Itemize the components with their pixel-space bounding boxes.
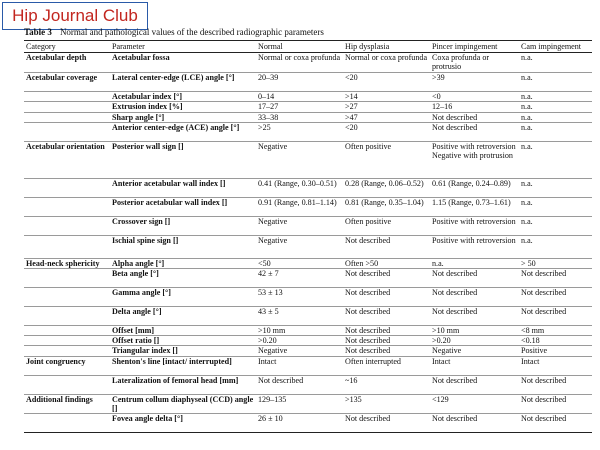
cell-pincer-impingement: Positive with retroversion [430,235,519,258]
cell-normal: 53 ± 13 [256,288,343,307]
cell-hip-dysplasia: Not described [343,414,430,433]
cell-cam-impingement: n.a. [519,178,592,197]
cell-category [24,346,110,356]
cell-parameter: Fovea angle delta [°] [110,414,256,433]
header-parameter: Parameter [110,41,256,53]
cell-hip-dysplasia: Often positive [343,216,430,235]
cell-hip-dysplasia: <20 [343,122,430,141]
table-row [24,336,592,346]
cell-cam-impingement: Intact [519,356,592,375]
cell-category [24,178,110,197]
cell-cam-impingement: <8 mm [519,326,592,336]
cell-category: Acetabular depth [24,53,110,73]
table-row [24,197,592,216]
cell-parameter: Offset [mm] [110,326,256,336]
cell-normal: >25 [256,122,343,141]
cell-normal: Negative [256,216,343,235]
cell-hip-dysplasia: Often interrupted [343,356,430,375]
radiographic-parameters-table [24,40,592,433]
cell-category: Acetabular orientation [24,141,110,178]
journal-club-banner [2,2,148,30]
cell-parameter: Ischial spine sign [] [110,235,256,258]
cell-parameter: Posterior acetabular wall index [] [110,197,256,216]
cell-normal: Intact [256,356,343,375]
table-row [24,53,592,73]
cell-cam-impingement: Not described [519,414,592,433]
table-row [24,178,592,197]
cell-cam-impingement: Not described [519,288,592,307]
table-row [24,73,592,92]
cell-hip-dysplasia: Normal or coxa profunda [343,53,430,73]
cell-hip-dysplasia: Not described [343,235,430,258]
cell-cam-impingement: n.a. [519,73,592,92]
cell-pincer-impingement: <129 [430,394,519,413]
cell-parameter: Extrusion index [%] [110,102,256,112]
cell-hip-dysplasia: >47 [343,112,430,122]
cell-category: Joint congruency [24,356,110,375]
cell-parameter: Lateralization of femoral head [mm] [110,375,256,394]
cell-pincer-impingement: Negative [430,346,519,356]
cell-category [24,235,110,258]
cell-pincer-impingement: 0.61 (Range, 0.24–0.89) [430,178,519,197]
cell-hip-dysplasia: ~16 [343,375,430,394]
header-pincer-impingement: Pincer impingement [430,41,519,53]
cell-hip-dysplasia: Not described [343,326,430,336]
cell-parameter: Gamma angle [°] [110,288,256,307]
cell-category [24,197,110,216]
cell-parameter: Acetabular index [°] [110,92,256,102]
cell-parameter: Anterior acetabular wall index [] [110,178,256,197]
cell-normal: Negative [256,141,343,178]
cell-hip-dysplasia: 0.28 (Range, 0.06–0.52) [343,178,430,197]
cell-normal: Normal or coxa profunda [256,53,343,73]
table-body [24,53,592,433]
table-row [24,141,592,178]
cell-cam-impingement: n.a. [519,53,592,73]
cell-pincer-impingement: 1.15 (Range, 0.73–1.61) [430,197,519,216]
cell-normal: 43 ± 5 [256,307,343,326]
cell-hip-dysplasia: Not described [343,346,430,356]
cell-cam-impingement: Not described [519,394,592,413]
table-row [24,258,592,268]
cell-parameter: Beta angle [°] [110,269,256,288]
header-normal: Normal [256,41,343,53]
cell-parameter: Offset ratio [] [110,336,256,346]
cell-normal: Negative [256,235,343,258]
cell-pincer-impingement: <0 [430,92,519,102]
cell-parameter: Centrum collum diaphyseal (CCD) angle [] [110,394,256,413]
cell-normal: 20–39 [256,73,343,92]
cell-cam-impingement: Not described [519,269,592,288]
cell-cam-impingement: n.a. [519,235,592,258]
table-row [24,92,592,102]
cell-category [24,122,110,141]
cell-cam-impingement: Not described [519,375,592,394]
cell-category [24,307,110,326]
cell-parameter: Lateral center-edge (LCE) angle [°] [110,73,256,92]
cell-category: Additional findings [24,394,110,413]
cell-parameter: Shenton's line [intact/ interrupted] [110,356,256,375]
cell-parameter: Posterior wall sign [] [110,141,256,178]
header-hip-dysplasia: Hip dysplasia [343,41,430,53]
banner-title: Hip Journal Club [12,6,138,25]
table-header-row [24,41,592,53]
cell-pincer-impingement: >10 mm [430,326,519,336]
cell-hip-dysplasia: Not described [343,288,430,307]
cell-normal: 26 ± 10 [256,414,343,433]
cell-cam-impingement: n.a. [519,102,592,112]
cell-cam-impingement: n.a. [519,112,592,122]
cell-pincer-impingement: Positive with retroversion [430,216,519,235]
cell-normal: 0.41 (Range, 0.30–0.51) [256,178,343,197]
table-row [24,375,592,394]
cell-cam-impingement: Positive [519,346,592,356]
cell-hip-dysplasia: 0.81 (Range, 0.35–1.04) [343,197,430,216]
cell-cam-impingement: n.a. [519,92,592,102]
cell-parameter: Crossover sign [] [110,216,256,235]
cell-hip-dysplasia: Not described [343,269,430,288]
cell-normal: >0.20 [256,336,343,346]
cell-hip-dysplasia: >135 [343,394,430,413]
cell-category [24,414,110,433]
cell-normal: Not described [256,375,343,394]
table-row [24,235,592,258]
cell-parameter: Acetabular fossa [110,53,256,73]
cell-pincer-impingement: 12–16 [430,102,519,112]
table-row [24,394,592,413]
cell-hip-dysplasia: >27 [343,102,430,112]
cell-normal: 129–135 [256,394,343,413]
cell-parameter: Triangular index [] [110,346,256,356]
cell-normal: 33–38 [256,112,343,122]
cell-pincer-impingement: Not described [430,288,519,307]
cell-hip-dysplasia: Not described [343,307,430,326]
table-row [24,414,592,433]
cell-hip-dysplasia: >14 [343,92,430,102]
table-caption: Normal and pathological values of the described radiographic parameters [59,27,324,37]
table-row [24,102,592,112]
cell-pincer-impingement: Not described [430,112,519,122]
cell-cam-impingement: <0.18 [519,336,592,346]
cell-pincer-impingement: Not described [430,414,519,433]
cell-cam-impingement: > 50 [519,258,592,268]
cell-category [24,92,110,102]
cell-pincer-impingement: Coxa profunda or protrusio [430,53,519,73]
cell-category [24,216,110,235]
cell-parameter: Anterior center-edge (ACE) angle [°] [110,122,256,141]
cell-category [24,112,110,122]
cell-hip-dysplasia: Often >50 [343,258,430,268]
cell-normal: 0–14 [256,92,343,102]
cell-normal: <50 [256,258,343,268]
cell-cam-impingement: n.a. [519,197,592,216]
cell-normal: 17–27 [256,102,343,112]
table-row [24,269,592,288]
cell-category [24,288,110,307]
cell-pincer-impingement: n.a. [430,258,519,268]
table-row [24,288,592,307]
cell-cam-impingement: n.a. [519,122,592,141]
table-row [24,356,592,375]
table-row [24,307,592,326]
cell-parameter: Delta angle [°] [110,307,256,326]
cell-normal: >10 mm [256,326,343,336]
header-category: Category [24,41,110,53]
cell-category [24,375,110,394]
cell-cam-impingement: Not described [519,307,592,326]
cell-pincer-impingement: >39 [430,73,519,92]
cell-category: Head-neck sphericity [24,258,110,268]
table-row [24,216,592,235]
cell-category: Acetabular coverage [24,73,110,92]
table-title [24,27,324,37]
cell-category [24,102,110,112]
table-row [24,326,592,336]
cell-category [24,336,110,346]
cell-cam-impingement: n.a. [519,216,592,235]
cell-pincer-impingement: Not described [430,375,519,394]
cell-category [24,269,110,288]
table-label: Table 3 [24,27,52,37]
cell-hip-dysplasia: Often positive [343,141,430,178]
table-row [24,346,592,356]
cell-hip-dysplasia: Not described [343,336,430,346]
cell-pincer-impingement: Positive with retroversion Negative with protrusion [430,141,519,178]
cell-pincer-impingement: Intact [430,356,519,375]
table-row [24,122,592,141]
cell-cam-impingement: n.a. [519,141,592,178]
cell-parameter: Sharp angle [°] [110,112,256,122]
cell-pincer-impingement: Not described [430,122,519,141]
header-cam-impingement: Cam impingement [519,41,592,53]
cell-parameter: Alpha angle [°] [110,258,256,268]
table-row [24,112,592,122]
cell-pincer-impingement: Not described [430,269,519,288]
cell-pincer-impingement: >0.20 [430,336,519,346]
cell-normal: 0.91 (Range, 0.81–1.14) [256,197,343,216]
cell-hip-dysplasia: <20 [343,73,430,92]
cell-pincer-impingement: Not described [430,307,519,326]
cell-normal: 42 ± 7 [256,269,343,288]
cell-category [24,326,110,336]
cell-normal: Negative [256,346,343,356]
